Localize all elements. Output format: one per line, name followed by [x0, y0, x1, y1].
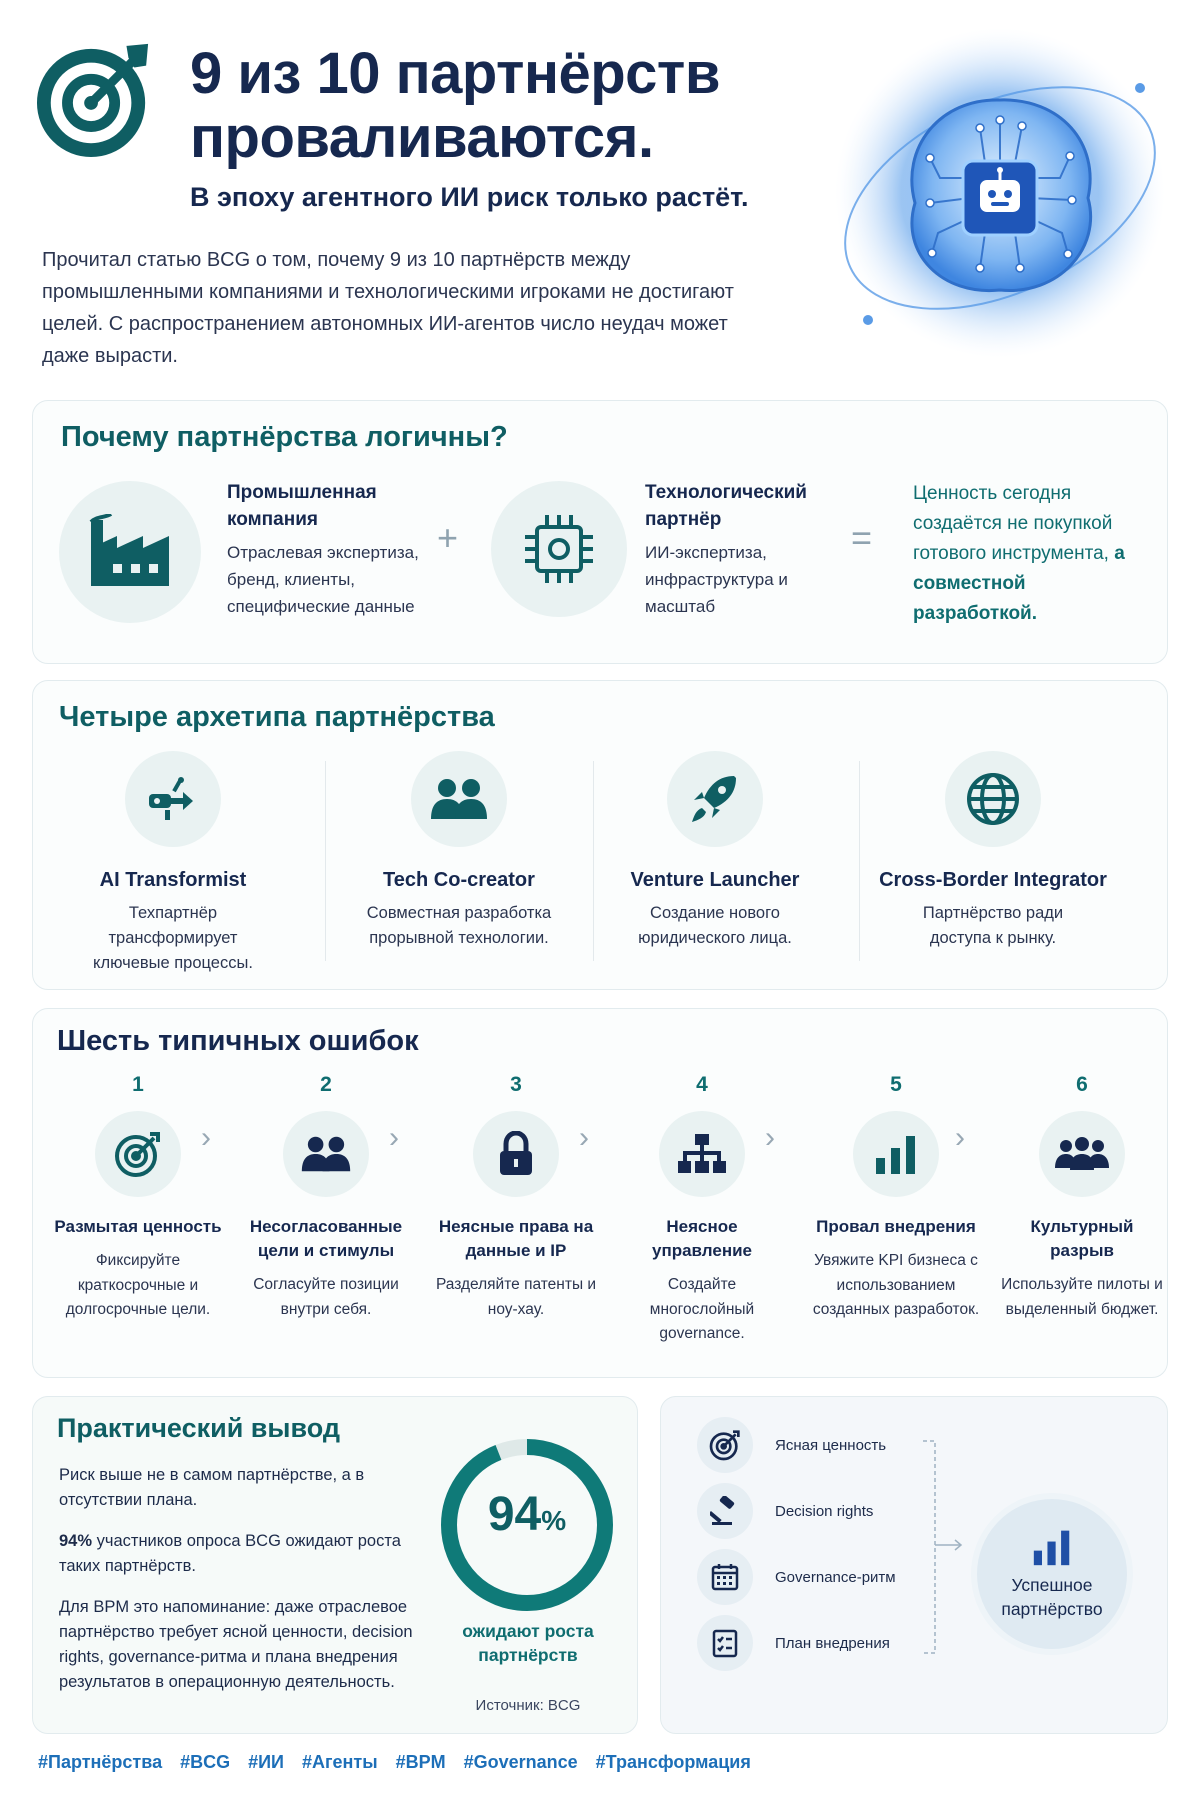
hashtag[interactable]: #Партнёрства — [38, 1752, 163, 1772]
hashtag[interactable]: #ИИ — [248, 1752, 284, 1772]
chevron-right-icon: › — [579, 1121, 589, 1154]
donut-value — [437, 1487, 617, 1542]
equals-sign: = — [851, 517, 873, 558]
archetype-desc: Совместная разработка прорывной технологии. — [366, 904, 552, 947]
mistake-item — [241, 1073, 411, 1322]
archetype-desc: Партнёрство ради доступа к рынку. — [922, 904, 1064, 947]
mistake-desc: Согласуйте позиции внутри себя. — [253, 1276, 399, 1318]
archetype-desc: Техпартнёр трансформирует ключевые процессы. — [93, 904, 253, 972]
section-title: Почему партнёрства логичны? — [61, 421, 508, 453]
factory-icon — [59, 481, 201, 623]
stat-highlight: 94% — [59, 1532, 93, 1550]
robot-arm-icon — [125, 751, 221, 847]
chevron-right-icon: › — [765, 1121, 775, 1154]
hashtag[interactable]: #BPM — [395, 1752, 446, 1772]
success-factor — [697, 1615, 890, 1671]
archetype-name: Tech Co-creator — [383, 869, 535, 891]
success-factor — [697, 1549, 896, 1605]
chevron-right-icon: › — [201, 1121, 211, 1154]
mistakes-card — [32, 1008, 1168, 1378]
success-factor — [697, 1483, 873, 1539]
hashtag[interactable]: #Governance — [463, 1752, 578, 1772]
bar-chart-icon — [853, 1111, 939, 1197]
donut-chart — [437, 1435, 617, 1615]
archetype-item — [329, 751, 589, 971]
mistake-item — [811, 1073, 981, 1323]
chevron-right-icon: › — [955, 1121, 965, 1154]
mistake-desc: Создайте многослойный governance. — [649, 1276, 755, 1342]
mistake-desc: Фиксируйте краткосрочные и долгосрочные цели. — [65, 1252, 211, 1318]
practical-card — [32, 1396, 638, 1734]
archetype-name: Cross-Border Integrator — [879, 869, 1107, 891]
archetype-name: AI Transformist — [99, 869, 247, 891]
practical-paragraph-3: Для BPM это напоминание: даже отраслевое партнёрство требует ясной ценности, decision rights, governance-ритма и плана внедрения результатов в операционную деятельность. — [59, 1598, 413, 1691]
group-icon — [1039, 1111, 1125, 1197]
success-result-label: Успешное партнёрство — [1001, 1575, 1103, 1619]
mistake-title: Неясное управление — [652, 1217, 752, 1260]
archetype-item — [585, 751, 845, 971]
mistake-item — [53, 1073, 223, 1323]
rocket-icon — [667, 751, 763, 847]
people-icon — [283, 1111, 369, 1197]
bar-chart-icon — [1030, 1527, 1074, 1567]
archetype-name: Venture Launcher — [630, 869, 800, 891]
plus-sign: + — [437, 517, 459, 558]
industrial-company-title: Промышленная компания — [227, 482, 377, 530]
mistake-number: 6 — [1076, 1073, 1088, 1096]
mistake-desc: Увяжите KPI бизнеса с использованием созданных разработок. — [812, 1252, 980, 1318]
mistake-item — [997, 1073, 1167, 1322]
stat-text: участников опроса BCG ожидают роста таких партнёрств. — [59, 1532, 401, 1575]
lock-icon — [473, 1111, 559, 1197]
hashtags — [38, 1752, 751, 1773]
gavel-icon — [697, 1483, 753, 1539]
globe-icon — [945, 751, 1041, 847]
donut-caption: ожидают роста партнёрств — [462, 1621, 594, 1665]
page-title: 9 из 10 партнёрств проваливаются. — [190, 41, 720, 170]
mistake-desc: Разделяйте патенты и ноу-хау. — [435, 1276, 597, 1318]
target-icon — [36, 40, 154, 158]
divider — [325, 761, 326, 961]
mistake-title: Культурный разрыв — [1030, 1217, 1134, 1260]
hashtag[interactable]: #BCG — [180, 1752, 231, 1772]
donut-unit: % — [541, 1505, 567, 1536]
divider — [859, 761, 860, 961]
archetype-item — [43, 751, 303, 971]
chevron-right-icon: › — [389, 1121, 399, 1154]
mistake-number: 3 — [510, 1073, 522, 1096]
archetype-desc: Создание нового юридического лица. — [638, 904, 792, 947]
mistake-title: Провал внедрения — [816, 1217, 976, 1236]
source-note: Источник: BCG — [475, 1697, 581, 1714]
mistake-title: Неясные права на данные и IP — [438, 1217, 594, 1260]
archetypes-card — [32, 680, 1168, 990]
hashtag[interactable]: #Агенты — [301, 1752, 378, 1772]
success-factors-card — [660, 1396, 1168, 1734]
page-subtitle: В эпоху агентного ИИ риск только растёт. — [190, 182, 749, 212]
section-title: Практический вывод — [57, 1413, 340, 1443]
hero-section — [0, 0, 1200, 390]
mistake-title: Размытая ценность — [54, 1217, 222, 1236]
value-plain-text: Ценность сегодня создаётся не покупкой готового инструмента, — [913, 483, 1113, 564]
mistake-number: 1 — [132, 1073, 144, 1096]
why-partnerships-card — [32, 400, 1168, 664]
chip-icon — [491, 481, 627, 617]
practical-paragraph-1: Риск выше не в самом партнёрстве, а в отсутствии плана. — [59, 1466, 365, 1509]
mistake-number: 4 — [696, 1073, 708, 1096]
success-factor-label: Decision rights — [775, 1502, 874, 1520]
donut-number: 94 — [487, 1488, 542, 1541]
target-icon — [697, 1417, 753, 1473]
industrial-company-desc: Отраслевая экспертиза, бренд, клиенты, специфические данные — [227, 543, 419, 616]
mistake-number: 2 — [320, 1073, 332, 1096]
value-bold-text: а совместной разработкой. — [913, 543, 1125, 624]
mistake-item — [431, 1073, 601, 1322]
success-factor-label: Ясная ценность — [775, 1436, 887, 1454]
tech-partner-desc: ИИ-экспертиза, инфраструктура и масштаб — [645, 543, 788, 616]
ai-brain-illustration — [820, 28, 1180, 358]
bracket-connector — [921, 1437, 971, 1657]
mistake-item — [617, 1073, 787, 1347]
checklist-icon — [697, 1615, 753, 1671]
calendar-icon — [697, 1549, 753, 1605]
mistake-number: 5 — [890, 1073, 902, 1096]
section-title: Шесть типичных ошибок — [57, 1025, 419, 1057]
section-title: Четыре архетипа партнёрства — [59, 701, 495, 733]
archetype-item — [863, 751, 1123, 971]
success-factor-label: Governance-ритм — [775, 1568, 896, 1586]
success-factor — [697, 1417, 886, 1473]
target-icon — [95, 1111, 181, 1197]
mistake-desc: Используйте пилоты и выделенный бюджет. — [1001, 1276, 1163, 1318]
practical-paragraph-2 — [59, 1529, 429, 1579]
value-statement — [913, 479, 1153, 629]
tech-partner-title: Технологический партнёр — [645, 482, 807, 530]
success-result-circle — [971, 1493, 1133, 1655]
org-chart-icon — [659, 1111, 745, 1197]
success-factor-label: План внедрения — [775, 1634, 890, 1652]
mistake-title: Несогласованные цели и стимулы — [249, 1217, 403, 1260]
people-icon — [411, 751, 507, 847]
hashtag[interactable]: #Трансформация — [595, 1752, 751, 1772]
intro-text: Прочитал статью BCG о том, почему 9 из 10 партнёрств между промышленными компаниями и технологическими игроками не достигают целей. С распространением автономных ИИ-агентов число неудач может даже вырасти. — [42, 249, 734, 367]
